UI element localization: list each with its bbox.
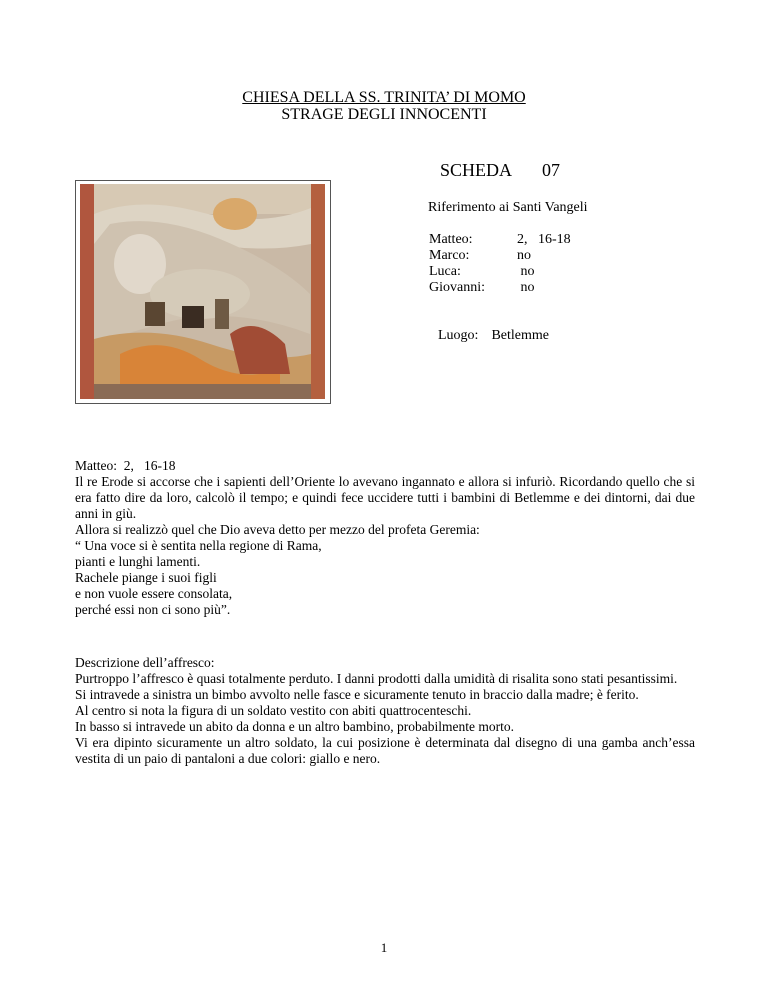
page-number: 1 xyxy=(380,940,388,955)
gospel-name: Matteo: xyxy=(429,232,473,247)
document-title: CHIESA DELLA SS. TRINITA’ DI MOMO xyxy=(242,89,526,106)
passage-line: “ Una voce si è sentita nella regione di Rama, xyxy=(75,538,322,553)
gospel-name: Marco: xyxy=(429,248,470,263)
luogo-label: Luogo: Betlemme xyxy=(438,328,549,343)
scheda-label: SCHEDA xyxy=(440,160,513,180)
riferimento-title: Riferimento ai Santi Vangeli xyxy=(428,200,588,215)
gospel-references xyxy=(429,232,571,296)
passage-line: Rachele piange i suoi figli xyxy=(75,570,217,585)
description-line: Purtroppo l’affresco è quasi totalmente perduto. I danni prodotti dalla umidità di risalita sono stati pesantissimi. xyxy=(75,671,678,686)
description-line: In basso si intravede un abito da donna e un altro bambino, probabilmente morto. xyxy=(75,719,515,734)
gospel-row-giovanni xyxy=(429,280,571,296)
gospel-row-marco xyxy=(429,248,571,264)
passage-line: pianti e lunghi lamenti. xyxy=(75,554,201,569)
description-title: Descrizione dell’affresco: xyxy=(75,655,215,670)
fresco-photo xyxy=(80,184,325,399)
description-line: Vi era dipinto sicuramente un altro soldato, la cui posizione è determinata dal disegno di una gamba anch’essa vestita di un paio di pantaloni a due colori: giallo e nero. xyxy=(75,735,695,766)
passage-line: Allora si realizzò quel che Dio aveva detto per mezzo del profeta Geremia: xyxy=(75,522,480,537)
passage-line: e non vuole essere consolata, xyxy=(75,586,233,601)
passage-line: Il re Erode si accorse che i sapienti dell’Oriente lo avevano ingannato e allora si infuriò. Ricordando quello che si era fatto dire da loro, calcolò il tempo; e quindi fece uccidere tutti i bambini di Betlemme e dei dintorni, dai due anni in giù. xyxy=(75,474,695,521)
gospel-value: 2, 16-18 xyxy=(517,232,571,247)
document-subtitle: STRAGE DEGLI INNOCENTI xyxy=(281,106,487,123)
passage-line: perché essi non ci sono più”. xyxy=(75,602,231,617)
gospel-value: no xyxy=(517,264,535,279)
gospel-row-luca xyxy=(429,264,571,280)
description-line: Si intravede a sinistra un bimbo avvolto nelle fasce e sicuramente tenuto in braccio dalla madre; è ferito. xyxy=(75,687,639,702)
gospel-name: Luca: xyxy=(429,264,461,279)
gospel-value: no xyxy=(517,280,535,295)
passage-reference: Matteo: 2, 16-18 xyxy=(75,458,176,473)
description-line: Al centro si nota la figura di un soldato vestito con abiti quattrocenteschi. xyxy=(75,703,472,718)
scheda-heading xyxy=(440,159,560,181)
gospel-row-matteo xyxy=(429,232,571,248)
scheda-number: 07 xyxy=(542,160,561,180)
gospel-passage xyxy=(75,458,695,618)
fresco-photo-frame xyxy=(75,180,331,404)
gospel-value: no xyxy=(517,248,531,263)
gospel-name: Giovanni: xyxy=(429,280,485,295)
fresco-description xyxy=(75,655,695,767)
